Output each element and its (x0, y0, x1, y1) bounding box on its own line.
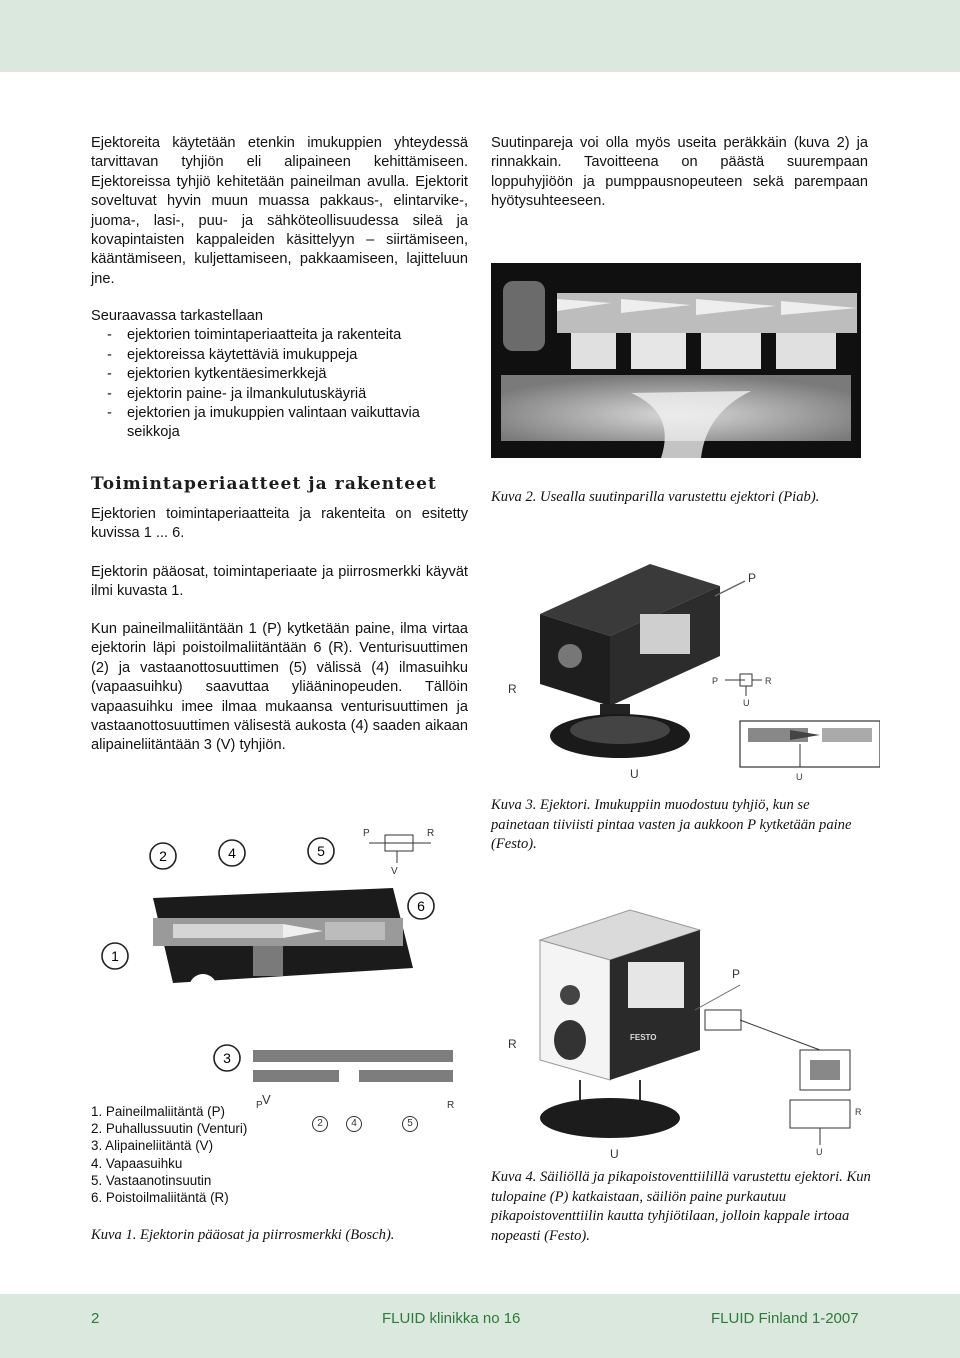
paragraph-2: Ejektorien toimintaperiaatteita ja rakenteita on esitetty kuvissa 1 ... 6. (91, 506, 468, 542)
footer-issue: FLUID klinikka no 16 (382, 1310, 521, 1327)
figure1-legend (91, 1103, 271, 1206)
figure4-ejector-image (500, 900, 880, 1158)
legend-item: 6. Poistoilmaliitäntä (R) (91, 1190, 229, 1206)
figure1-caption: Kuva 1. Ejektorin pääosat ja piirrosmerkki (Bosch). (91, 1227, 395, 1243)
fig3-label-p: P (748, 571, 757, 585)
fig1-symbol-p: P (363, 828, 370, 839)
fig1-section-r: R (447, 1100, 455, 1108)
legend-item: 4. Vapaasuihku (91, 1155, 183, 1171)
intro-paragraph: Ejektoreita käytetään etenkin imukuppien yhteydessä tarvittavan tyhjiön eli alipaineen kehittämiseen. Ejektoreissa tyhjiö kehitetään paineilman avulla. Ejektorit soveltuvat hyvin muun muassa pakkaus-, elintarvike-, juoma-, lasi-, puu- ja sähköteollisuudessa sileä ja kovapintaisten kappaleiden käsittelyyn – siirtämiseen, kääntämiseen, kuljettamiseen, pakkaamiseen, lajitteluun jne. (91, 135, 468, 287)
list-item: - ejektoreissa käytettäviä imukuppeja (91, 346, 468, 365)
fig1-section-numbers (262, 1092, 482, 1132)
figure2-multistage-ejector-image (491, 263, 861, 458)
fig3-label-u: U (630, 767, 639, 781)
legend-item: 5. Vastaanotinsuutin (91, 1172, 212, 1188)
figure3-caption: Kuva 3. Ejektori. Imukuppiin muodostuu tyhjiö, kun se painetaan tiiviisti pintaa vasten ja aukkoon P kytketään paine (Festo). (491, 797, 852, 853)
section-heading: Toimintaperiaatteet ja rakenteet (91, 474, 437, 494)
callout-4: 4 (228, 845, 236, 861)
fig4-label-u: U (610, 1147, 619, 1158)
right-paragraph: Suutinpareja voi olla myös useita peräkkäin (kuva 2) ja rinnakkain. Tavoitteena on päästä suurempaan loppuhyjiöön ja pumppausnopeuteen sekä parempaan hyötysuhteeseen. (491, 135, 868, 210)
fig4-symbol-u: U (816, 1147, 823, 1157)
fig4-label-p: P (732, 967, 741, 981)
callout-5: 5 (317, 843, 325, 859)
figure1-ejector-section (93, 818, 473, 1108)
figure4-caption: Kuva 4. Säiliöllä ja pikapoistoventtiilillä varustettu ejektori. Kun tulopaine (P) katkaistaan, säiliön paine purkautuu pikapoistoventtiilin kautta tyhjiötilaan, jolloin kappale irtoaa nopeasti (Festo). (491, 1169, 871, 1244)
page-number: 2 (91, 1310, 100, 1327)
callout-1: 1 (111, 948, 119, 964)
list-item: - ejektorien ja imukuppien valintaan vaikuttavia seikkoja (91, 404, 468, 443)
fig3-symbol (712, 674, 772, 708)
list-intro: Seuraavassa tarkastellaan (91, 308, 263, 324)
fig1-ejector-symbol (363, 828, 434, 877)
callout-2: 2 (159, 848, 167, 864)
topic-list (91, 326, 468, 442)
legend-item: 2. Puhallussuutin (Venturi) (91, 1121, 248, 1137)
legend-item: 1. Paineilmaliitäntä (P) (91, 1104, 225, 1119)
fig4-symbol-r: R (855, 1107, 862, 1117)
fig3-section-drawing (740, 721, 880, 782)
fig4-label-r: R (508, 1037, 517, 1051)
fig4-circuit-diagram (705, 1010, 862, 1157)
fig3-section-u: U (796, 772, 803, 782)
figure2-caption: Kuva 2. Usealla suutinparilla varustettu ejektori (Piab). (491, 489, 820, 505)
figure3-ejector-image (500, 556, 880, 784)
paragraph-3: Ejektorin pääosat, toimintaperiaate ja piirrosmerkki käyvät ilmi kuvasta 1. (91, 564, 468, 600)
topic-list-block (91, 307, 468, 443)
fig1-section-p: P (256, 1100, 263, 1108)
callout-3: 3 (223, 1050, 231, 1066)
fig1-symbol-r: R (427, 828, 435, 839)
fig1-symbol-v: V (391, 866, 398, 877)
list-item: - ejektorien toimintaperiaatteita ja rakenteita (91, 326, 468, 345)
list-item: - ejektorin paine- ja ilmankulutuskäyriä (91, 385, 468, 404)
header-band (0, 0, 960, 72)
fig1-section-n5: 5 (402, 1116, 418, 1132)
paragraph-4: Kun paineilmaliitäntään 1 (P) kytketään paine, ilma virtaa ejektorin läpi poistoilmaliitäntään 6 (R). Venturisuuttimen (2) ja vastaanottosuuttimen (5) välissä (4) ilmasuihku (vapaasuihku) saavuttaa yliääninopeuden. Tällöin vapaasuihku imee ilmaa mukaansa venturisuuttimen ja vastaanottosuuttimen välisestä aukosta (4) saaden aikaan alipaineliitäntään 3 (V) tyhjiön. (91, 621, 468, 754)
fig3-symbol-u: U (743, 698, 750, 708)
fig3-symbol-p: P (712, 676, 719, 686)
fig4-brand: FESTO (630, 1033, 657, 1042)
fig1-section-n2: 2 (312, 1116, 328, 1132)
fig1-section-n4: 4 (346, 1116, 362, 1132)
list-item: - ejektorien kytkentäesimerkkejä (91, 365, 468, 384)
fig1-section-v: V (262, 1092, 271, 1107)
legend-item: 3. Alipaineliitäntä (V) (91, 1138, 214, 1154)
callout-6: 6 (417, 898, 425, 914)
fig3-symbol-r: R (765, 676, 772, 686)
fig3-label-r: R (508, 682, 517, 696)
footer-publication: FLUID Finland 1-2007 (711, 1310, 859, 1327)
